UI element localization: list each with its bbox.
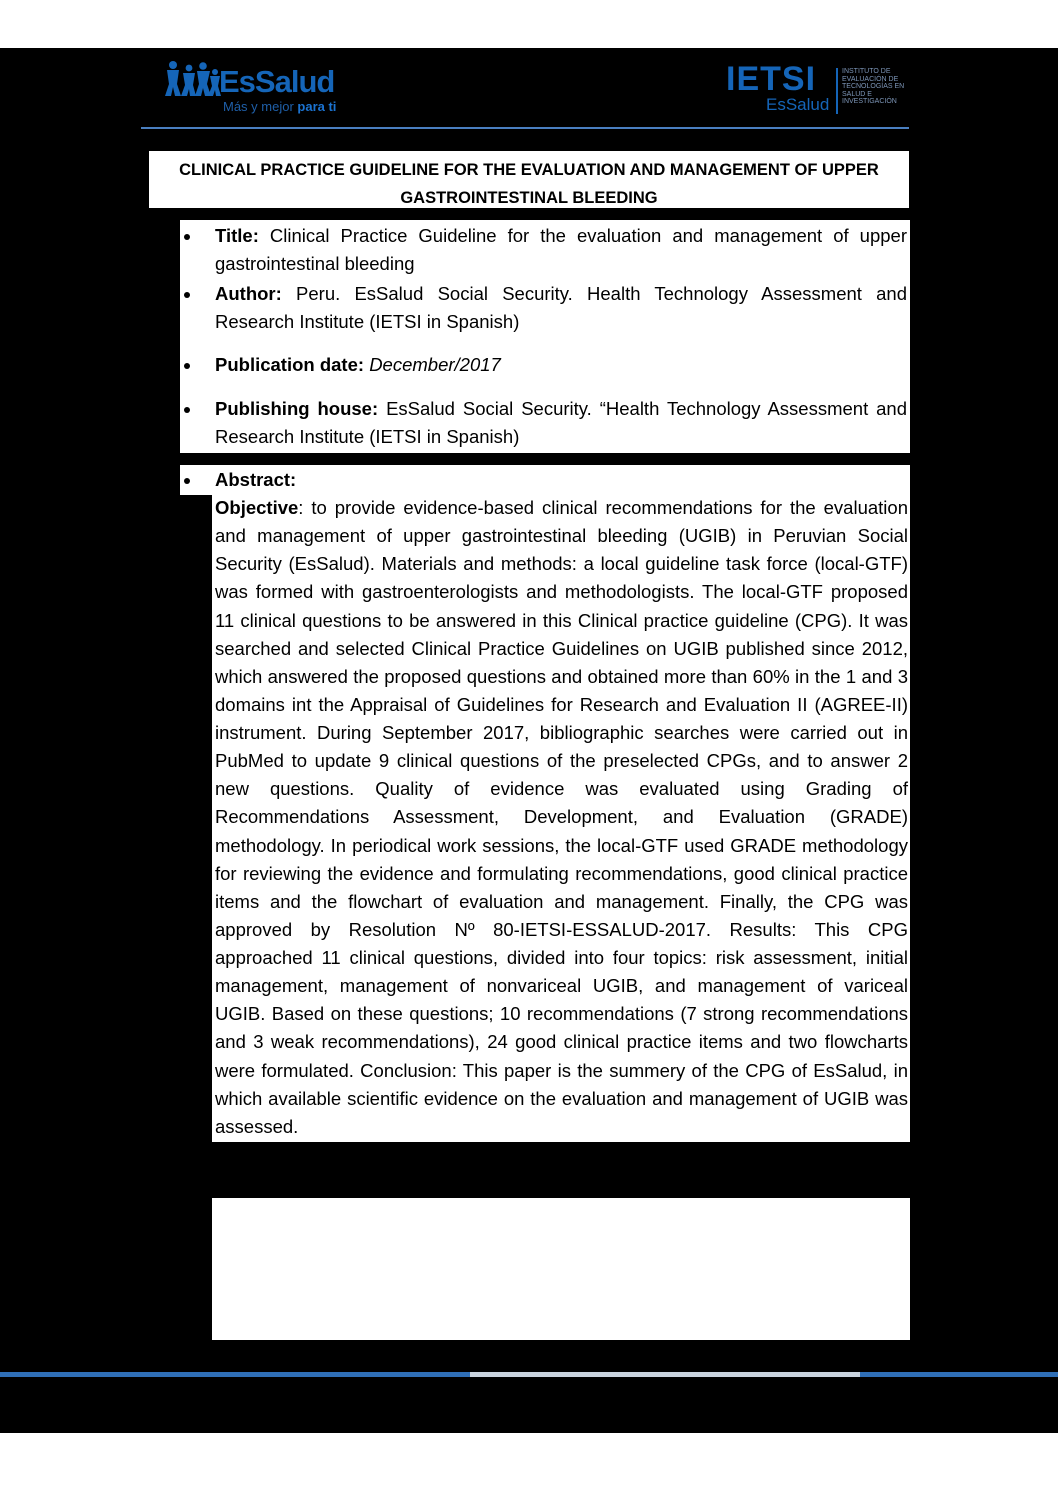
item-label: Author: xyxy=(215,283,282,304)
institute-line: TECNOLOGÍAS EN xyxy=(842,83,905,91)
abstract-text: : to provide evidence-based clinical recommendations for the evaluation and management of upper gastrointestinal bleeding (UGIB) in Peruvian Social Security (EsSalud). Materials and methods: a local guideline task force (local-GTF) was formed with gastroenterologists and methodologists. The local-GTF proposed 11 clinical questions to be answered in this Clinical practice guideline (CPG). It was searched and selected Clinical Practice Guidelines on UGIB published since 2012, which answered the proposed questions and obtained more than 60% in the 1 and 3 domains int the Appraisal of Guidelines for Research and Evaluation II (AGREE-II) instrument. During September 2017, bibliographic searches were carried out in PubMed to update 9 clinical questions of the preselected CPGs, and to answer 2 new questions. Quality of evidence was evaluated using Grading of Recommendations Assessment, Development, and Evaluation (GRADE) methodology. In periodical work sessions, the local-GTF used GRADE methodology for reviewing the evidence and formulating recommendations, good clinical practice items and the flowchart of evaluation and management. Finally, the CPG was approved by Resolution Nº 80-IETSI-ESSALUD-2017. Results: This CPG approached 11 clinical questions, divided into four topics: risk assessment, initial management, management of nonvariceal UGIB, and management of variceal UGIB. Based on these questions; 10 recommendations (7 strong recommendations and 3 weak recommendations), 24 good clinical practice items and two flowcharts were formulated. Conclusion: This paper is the summery of the CPG of EsSalud, in which available scientific evidence on the evaluation and management of UGIB was assessed. xyxy=(215,497,908,1137)
bullet-icon xyxy=(184,478,190,484)
metadata-title xyxy=(215,222,907,278)
institute-line: INVESTIGACIÓN xyxy=(842,98,897,106)
essalud-logo-tagline xyxy=(223,99,336,114)
essalud-logo xyxy=(163,58,338,114)
item-value: EsSalud Social Security. “Health Technology Assessment and Research Institute (IETSI in Spanish) xyxy=(215,398,907,447)
tagline-prefix: Más y mejor xyxy=(223,99,298,114)
item-label: Title: xyxy=(215,225,259,246)
abstract-heading xyxy=(215,466,907,494)
institute-line: EVALUACIÓN DE xyxy=(842,75,899,83)
bullet-icon xyxy=(184,292,190,298)
bullet-icon xyxy=(184,363,190,369)
title-line-1: CLINICAL PRACTICE GUIDELINE FOR THE EVALUATION AND MANAGEMENT OF UPPER xyxy=(179,161,879,179)
ietsi-logo-sub: EsSalud xyxy=(766,95,830,114)
document-title xyxy=(149,151,909,208)
ietsi-institute-text xyxy=(842,68,912,106)
bullet-icon xyxy=(184,407,190,413)
tagline-emphasis: para ti xyxy=(297,99,337,114)
institute-line: INSTITUTO DE xyxy=(842,68,891,75)
institute-line: SALUD E xyxy=(842,90,872,98)
item-value: Clinical Practice Guideline for the evaluation and management of upper gastrointestinal bleeding xyxy=(215,225,908,274)
ietsi-logo xyxy=(726,62,911,118)
item-label: Publishing house: xyxy=(215,398,379,419)
item-value: Peru. EsSalud Social Security. Health Technology Assessment and Research Institute (IETSI in Spanish) xyxy=(215,283,908,332)
blank-panel xyxy=(212,1198,910,1340)
objective-label: Objective xyxy=(215,497,299,518)
abstract-label: Abstract: xyxy=(215,469,297,490)
footer-rule-accent xyxy=(470,1372,860,1377)
family-figures-icon xyxy=(163,60,221,96)
header-divider xyxy=(141,127,909,129)
metadata-publication-date xyxy=(215,351,907,379)
title-line-2: GASTROINTESTINAL BLEEDING xyxy=(400,189,658,207)
abstract-body xyxy=(215,494,908,1141)
metadata-publishing-house xyxy=(215,395,907,451)
essalud-logo-name: EsSalud xyxy=(219,64,335,99)
item-value: December/2017 xyxy=(369,354,501,375)
ietsi-logo-divider xyxy=(836,68,838,114)
bullet-icon xyxy=(184,234,190,240)
metadata-author xyxy=(215,280,907,336)
ietsi-logo-name: IETSI xyxy=(726,60,817,98)
item-label: Publication date: xyxy=(215,354,365,375)
